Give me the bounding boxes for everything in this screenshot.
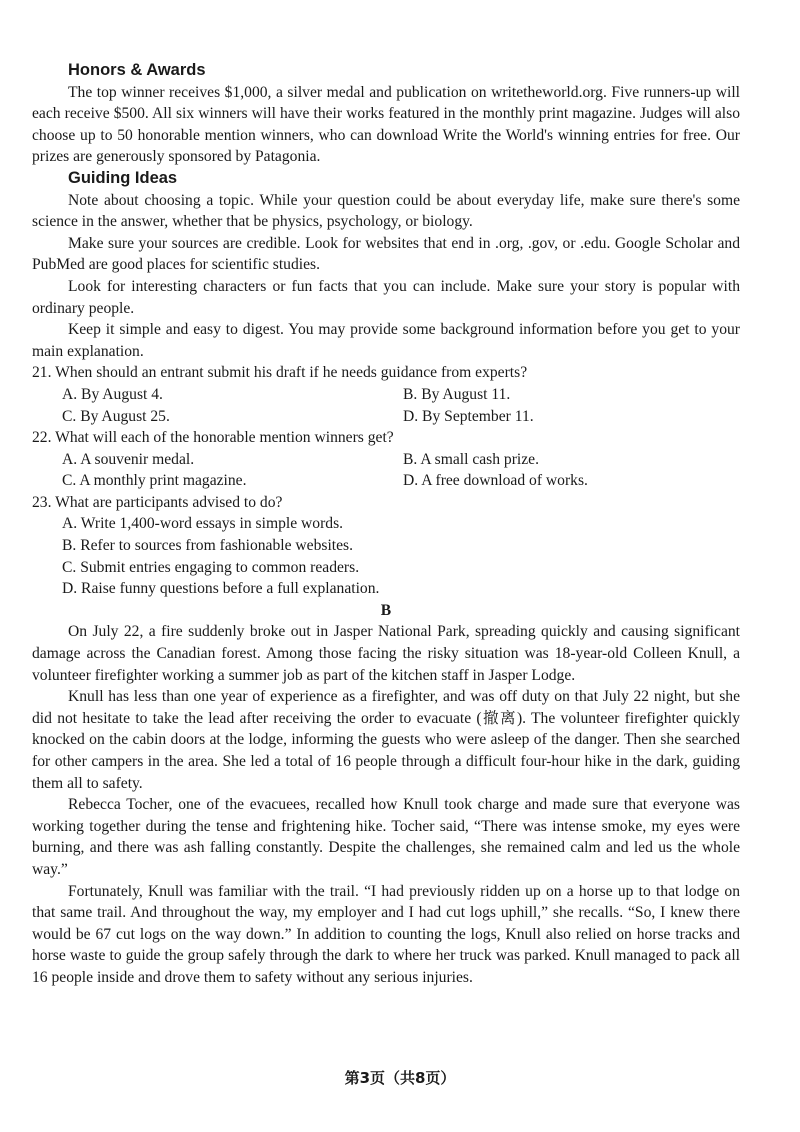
section-b-label: B [380, 601, 392, 619]
question-stem: 23. What are participants advised to do? [32, 493, 283, 511]
guiding-paragraph-3: Look for interesting characters or fun facts that you can include. Make sure your story is popular with ordinary people. [32, 277, 740, 317]
question-stem: 21. When should an entrant submit his draft if he needs guidance from experts? [32, 364, 528, 382]
passage-b-paragraph-3: Rebecca Tocher, one of the evacuees, recalled how Knull took charge and made sure that everyone was working together during the tense and frightening hike. Tocher said, “There was intense smoke, my eyes were burning, and there was ash falling constantly. Despite the challenges, she remained calm and led us the whole way.” [32, 796, 740, 878]
option-d[interactable]: D. A free download of works. [403, 472, 588, 490]
question-options [32, 384, 740, 427]
guiding-paragraph-2: Make sure your sources are credible. Look for websites that end in .org, .gov, or .edu. Google Scholar and PubMed are good places for scientific studies. [32, 234, 740, 274]
option-d[interactable]: D. Raise funny questions before a full explanation. [62, 580, 380, 598]
question-23 [32, 492, 740, 600]
option-c[interactable]: C. Submit entries engaging to common readers. [62, 558, 360, 576]
guiding-paragraph-4: Keep it simple and easy to digest. You may provide some background information before you get to your main explanation. [32, 321, 740, 360]
option-a[interactable]: A. By August 4. [62, 385, 163, 403]
option-a[interactable]: A. Write 1,400-word essays in simple words. [62, 515, 344, 533]
exam-page [32, 60, 740, 989]
question-options [32, 449, 740, 492]
option-c[interactable]: C. By August 25. [62, 407, 170, 425]
option-a[interactable]: A. A souvenir medal. [62, 450, 195, 468]
option-b[interactable]: B. A small cash prize. [403, 450, 539, 468]
question-stem: 22. What will each of the honorable mention winners get? [32, 429, 394, 447]
option-d[interactable]: D. By September 11. [403, 407, 534, 425]
option-b[interactable]: B. By August 11. [403, 385, 511, 403]
guiding-paragraph-1: Note about choosing a topic. While your question could be about everyday life, make sure there's some science in the answer, whether that be physics, psychology, or biology. [32, 191, 740, 231]
option-b[interactable]: B. Refer to sources from fashionable websites. [62, 537, 354, 555]
passage-b-paragraph-4: Fortunately, Knull was familiar with the trail. “I had previously ridden up on a horse up to that lodge on that same trail. And throughout the way, my employer and I had cut logs uphill,” she recalls. “So, I knew there would be 67 cut logs on the way down.” In addition to counting the logs, Knull also relied on horse tracks and horse waste to guide the group safely through the dark to where her truck was parked. Knull managed to pack all 16 people inside and drove them to safety without any serious injuries. [32, 882, 740, 986]
guiding-heading: Guiding Ideas [68, 168, 178, 187]
question-options [32, 513, 740, 599]
page-number: 第3页（共8页） [344, 1069, 456, 1087]
honors-heading: Honors & Awards [68, 61, 206, 79]
question-22 [32, 427, 740, 492]
passage-b-paragraph-2: Knull has less than one year of experience as a firefighter, and was off duty on that July 22 night, but she did not hesitate to take the lead after receiving the order to evacuate (撤离). The volunteer firefighter quickly knocked on the cabin doors at the lodge, informing the guests who were asleep of the danger. Then she searched for other campers in the area. She led a total of 16 people through a difficult four-hour hike in the dark, guiding them all to safety. [32, 688, 740, 792]
honors-paragraph: The top winner receives $1,000, a silver medal and publication on writetheworld.org. Five runners-up will each receive $500. All six winners will have their works featured in the monthly print magazine. Judges will also choose up to 50 honorable mention winners, who can download Write the World's winning entries for free. Our prizes are generously sponsored by Patagonia. [32, 83, 740, 166]
question-21 [32, 362, 740, 427]
passage-b-paragraph-1: On July 22, a fire suddenly broke out in Jasper National Park, spreading quickly and causing significant damage across the Canadian forest. Among those facing the risky situation was 18-year-old Colleen Knull, a volunteer firefighter working a summer job as part of the kitchen staff in Jasper Lodge. [32, 623, 740, 684]
option-c[interactable]: C. A monthly print magazine. [62, 472, 247, 490]
